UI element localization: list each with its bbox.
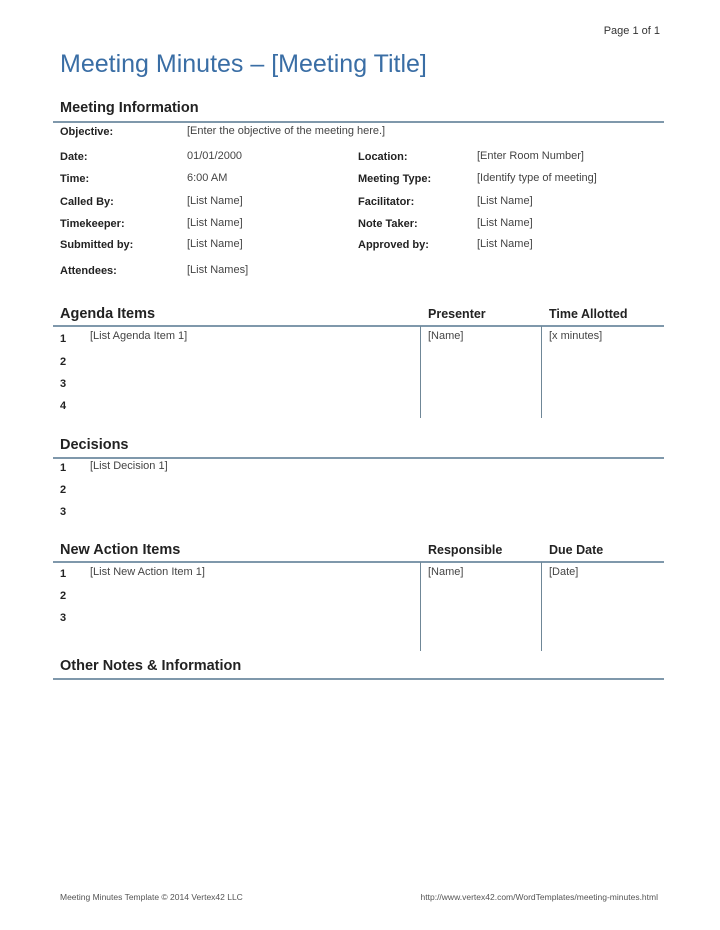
objective-label: Objective:: [60, 126, 114, 138]
location-label: Location:: [358, 151, 408, 163]
meeting-type-value[interactable]: [Identify type of meeting]: [477, 172, 597, 184]
action-responsible-text[interactable]: [Name]: [428, 566, 464, 578]
other-notes-heading: Other Notes & Information: [60, 658, 242, 674]
facilitator-label: Facilitator:: [358, 196, 415, 208]
agenda-presenter-text[interactable]: [Name]: [428, 330, 464, 342]
approved-by-value[interactable]: [List Name]: [477, 238, 533, 250]
action-row-number: 2: [60, 590, 67, 602]
called-by-label: Called By:: [60, 196, 114, 208]
attendees-label: Attendees:: [60, 265, 117, 277]
facilitator-value[interactable]: [List Name]: [477, 195, 533, 207]
responsible-column-header: Responsible: [428, 543, 503, 557]
date-value[interactable]: 01/01/2000: [187, 150, 243, 162]
agenda-items-rule: [53, 325, 664, 327]
action-row-number: 1: [60, 568, 67, 580]
timekeeper-value[interactable]: [List Name]: [187, 217, 243, 229]
approved-by-label: Approved by:: [358, 239, 429, 251]
agenda-time-divider: [541, 326, 542, 418]
agenda-row-number: 4: [60, 400, 67, 412]
page-number: Page 1 of 1: [603, 25, 660, 37]
decision-row-number: 1: [60, 462, 67, 474]
decisions-heading: Decisions: [60, 437, 129, 453]
note-taker-value[interactable]: [List Name]: [477, 217, 533, 229]
note-taker-label: Note Taker:: [358, 218, 418, 230]
decision-row-number: 2: [60, 484, 67, 496]
document-title[interactable]: Meeting Minutes – [Meeting Title]: [60, 50, 427, 78]
agenda-presenter-divider: [420, 326, 421, 418]
action-row-number: 3: [60, 612, 67, 624]
agenda-time-text[interactable]: [x minutes]: [549, 330, 603, 342]
date-label: Date:: [60, 151, 88, 163]
attendees-value[interactable]: [List Names]: [187, 264, 249, 276]
footer-copyright: Meeting Minutes Template © 2014 Vertex42 LLC: [60, 892, 243, 902]
agenda-row-number: 2: [60, 356, 67, 368]
decisions-rule: [53, 457, 664, 459]
time-allotted-column-header: Time Allotted: [549, 307, 628, 321]
action-due-divider: [541, 562, 542, 651]
called-by-value[interactable]: [List Name]: [187, 195, 243, 207]
location-value[interactable]: [Enter Room Number]: [477, 150, 584, 162]
timekeeper-label: Timekeeper:: [60, 218, 125, 230]
submitted-by-label: Submitted by:: [60, 239, 134, 251]
meeting-information-rule: [53, 121, 664, 123]
agenda-row-number: 3: [60, 378, 67, 390]
objective-value[interactable]: [Enter the objective of the meeting here.]: [187, 125, 386, 137]
action-responsible-divider: [420, 562, 421, 651]
submitted-by-value[interactable]: [List Name]: [187, 238, 243, 250]
agenda-item-text[interactable]: [List Agenda Item 1]: [90, 330, 188, 342]
footer-url[interactable]: http://www.vertex42.com/WordTemplates/meeting-minutes.html: [420, 892, 658, 902]
decision-item-text[interactable]: [List Decision 1]: [90, 460, 168, 472]
agenda-row-number: 1: [60, 333, 67, 345]
meeting-information-heading: Meeting Information: [60, 100, 199, 116]
time-label: Time:: [60, 173, 90, 185]
new-action-items-rule: [53, 561, 664, 563]
agenda-items-heading: Agenda Items: [60, 306, 156, 322]
presenter-column-header: Presenter: [428, 307, 486, 321]
other-notes-rule: [53, 678, 664, 680]
decision-row-number: 3: [60, 506, 67, 518]
meeting-type-label: Meeting Type:: [358, 173, 432, 185]
time-value[interactable]: 6:00 AM: [187, 172, 228, 184]
due-date-column-header: Due Date: [549, 543, 604, 557]
new-action-items-heading: New Action Items: [60, 542, 181, 558]
action-due-text[interactable]: [Date]: [549, 566, 579, 578]
action-item-text[interactable]: [List New Action Item 1]: [90, 566, 205, 578]
